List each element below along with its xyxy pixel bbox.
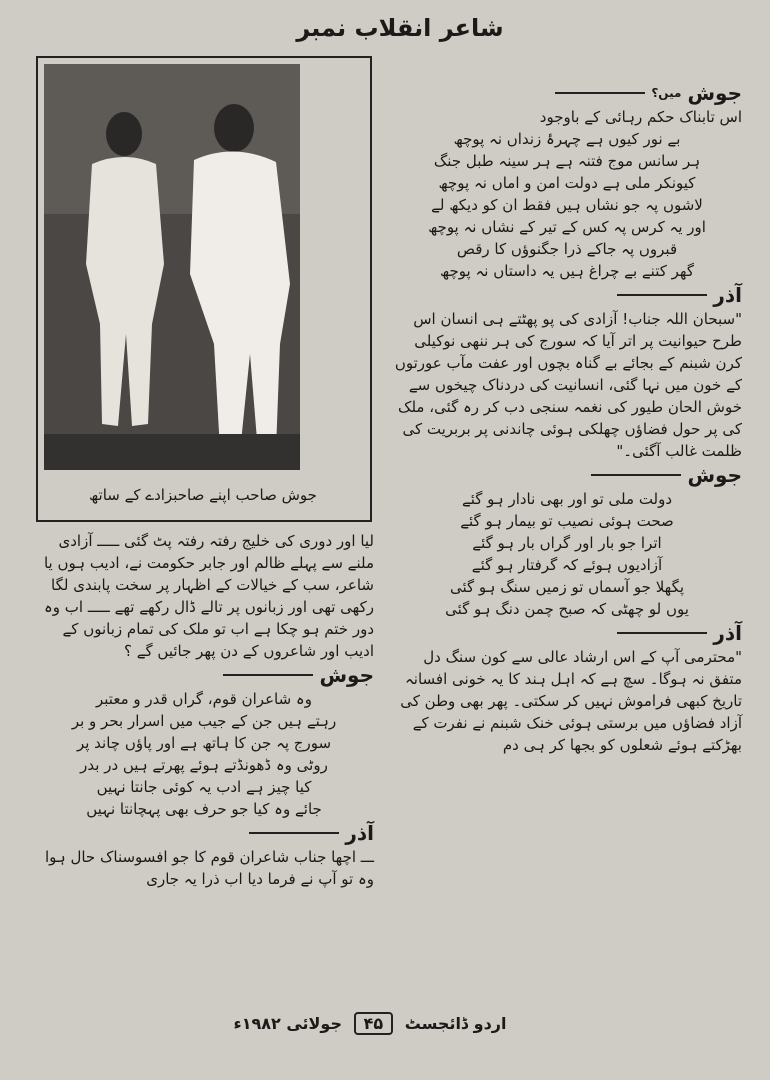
verse-line: ہر سانس موج فتنہ ہے ہر سینہ طبل جنگ: [433, 152, 701, 170]
speaker-heading: [392, 622, 742, 644]
verse-line: آزادیوں ہوئے کہ گرفتار ہو گئے: [471, 556, 663, 574]
divider: [249, 832, 339, 834]
verse-line: لاشوں پہ جو نشاں ہیں فقط ان کو دیکھ لے: [431, 196, 703, 214]
paragraph: "محترمی آپ کے اس ارشاد عالی سے کون سنگ دل متفق نہ ہوگا۔ سچ ہے کہ اہل ہند کا یہ خونی افسانہ تاریخ کبھی فراموش نہیں کر سکتی۔ پھر بھی وطن کی آزاد فضاؤں میں برستی ہوئی خنک شبنم نے نفرت کے بھڑکتے ہوئے شعلوں کو بجھا کر ہی دم: [400, 648, 742, 754]
speaker-name: جوش: [319, 663, 374, 687]
intro-line: اس تابناک حکم رہائی کے باوجود: [539, 108, 742, 126]
speaker-name: جوش: [687, 81, 742, 105]
page-footer: [200, 1012, 540, 1035]
speaker-mark: میں؟: [651, 86, 682, 100]
paragraph: ـــ اچھا جناب شاعران قوم کا جو افسوسناک حال ہوا وہ تو آپ نے فرما دیا اب ذرا یہ جاری: [44, 848, 374, 888]
verse-line: روٹی وہ ڈھونڈتے ہوئے پھرتے ہیں در بدر: [80, 756, 328, 774]
verse-line: وہ شاعران قوم، گراں قدر و معتبر: [96, 690, 312, 708]
speaker-name: جوش: [687, 463, 742, 487]
verse-line: اور یہ کرس پہ کس کے تیر کے نشاں نہ پوچھ: [428, 218, 706, 236]
photo-illustration: [44, 64, 300, 470]
page-number: ۴۵: [354, 1012, 394, 1035]
paragraph: "سبحان اللہ جناب! آزادی کی پو پھٹتے ہی انسان اس طرح حیوانیت پر اتر آیا کہ سورج کی ہر ننھی نوکیلی کرن شبنم کے بجائے بے گناہ بچوں اور عفت مآب عورتوں کے خون میں نہا گئی، انسانیت کی دردناک چیخوں سے خوش الحان طیور کی نغمہ سنجی دب کر رہ گئی، ملک کی پر حول فضاؤں چھلکی ہوئی چاندنی پر بربریت کی ظلمت غالب آگئی۔": [394, 310, 742, 460]
divider: [555, 92, 645, 94]
paragraph: لیا اور دوری کی خلیج رفتہ رفتہ پٹ گئی ـــــ آزادی ملنے سے پہلے ظالم اور جابر حکومت نے، ادیب ہوں یا شاعر، سب کے خیالات کے اظہار پر سخت پابندی لگا رکھی تھی اور زبانوں پر تالے ڈال رکھے تھے ـــــ اب وہ دور ختم ہو چکا ہے اب تو ملک کی تمام زبانوں کے ادیب اور شاعروں کے دن پھر جائیں گے ؟: [43, 532, 374, 660]
divider: [223, 674, 313, 676]
speaker-heading: [392, 82, 742, 104]
right-column: [392, 80, 742, 756]
speaker-name: آذر: [345, 821, 374, 845]
verse-line: کیا چیز ہے ادب یہ کوئی جانتا نہیں: [96, 778, 312, 796]
speaker-heading: [34, 822, 374, 844]
verse-line: صحت ہوئی نصیب تو بیمار ہو گئے: [460, 512, 674, 530]
verse-line: قبروں پہ جاکے ذرا جگنوؤں کا رقص: [456, 240, 678, 258]
magazine-name: اردو ڈائجسٹ: [404, 1014, 507, 1033]
divider: [591, 474, 681, 476]
page-header: شاعر انقلاب نمبر: [296, 14, 504, 42]
verse-line: پگھلا جو آسماں تو زمیں سنگ ہو گئی: [449, 578, 685, 596]
verse-line: اترا جو بار اور گراں بار ہو گئے: [472, 534, 662, 552]
speaker-heading: [392, 284, 742, 306]
verse-line: کیونکر ملی ہے دولت امن و اماں نہ پوچھ: [438, 174, 696, 192]
issue-date: جولائی ۱۹۸۲ء: [233, 1014, 342, 1033]
verse-line: رہتے ہیں جن کے جیب میں اسرار بحر و بر: [71, 712, 337, 730]
speaker-heading: [34, 664, 374, 686]
verse-line: بے نور کیوں ہے چہرۂ زنداں نہ پوچھ: [453, 130, 681, 148]
left-column: [34, 530, 374, 890]
verse-line: جائے وہ کیا جو حرف بھی پہچانتا نہیں: [86, 800, 322, 818]
speaker-name: آذر: [713, 621, 742, 645]
verse-line: سورج پہ جن کا ہاتھ ہے اور پاؤں چاند پر: [76, 734, 332, 752]
divider: [617, 632, 707, 634]
photograph: [44, 64, 300, 470]
verse-line: دولت ملی تو اور بھی نادار ہو گئے: [461, 490, 673, 508]
speaker-heading: [392, 464, 742, 486]
verse-line: گھر کتنے بے چراغ ہیں یہ داستاں نہ پوچھ: [440, 262, 694, 280]
photo-caption: جوش صاحب اپنے صاحبزادے کے ساتھ: [89, 486, 317, 504]
speaker-name: آذر: [713, 283, 742, 307]
photo-frame: [36, 56, 372, 522]
divider: [617, 294, 707, 296]
verse-line: یوں لو چھٹی کہ صبح چمن دنگ ہو گئی: [445, 600, 689, 618]
